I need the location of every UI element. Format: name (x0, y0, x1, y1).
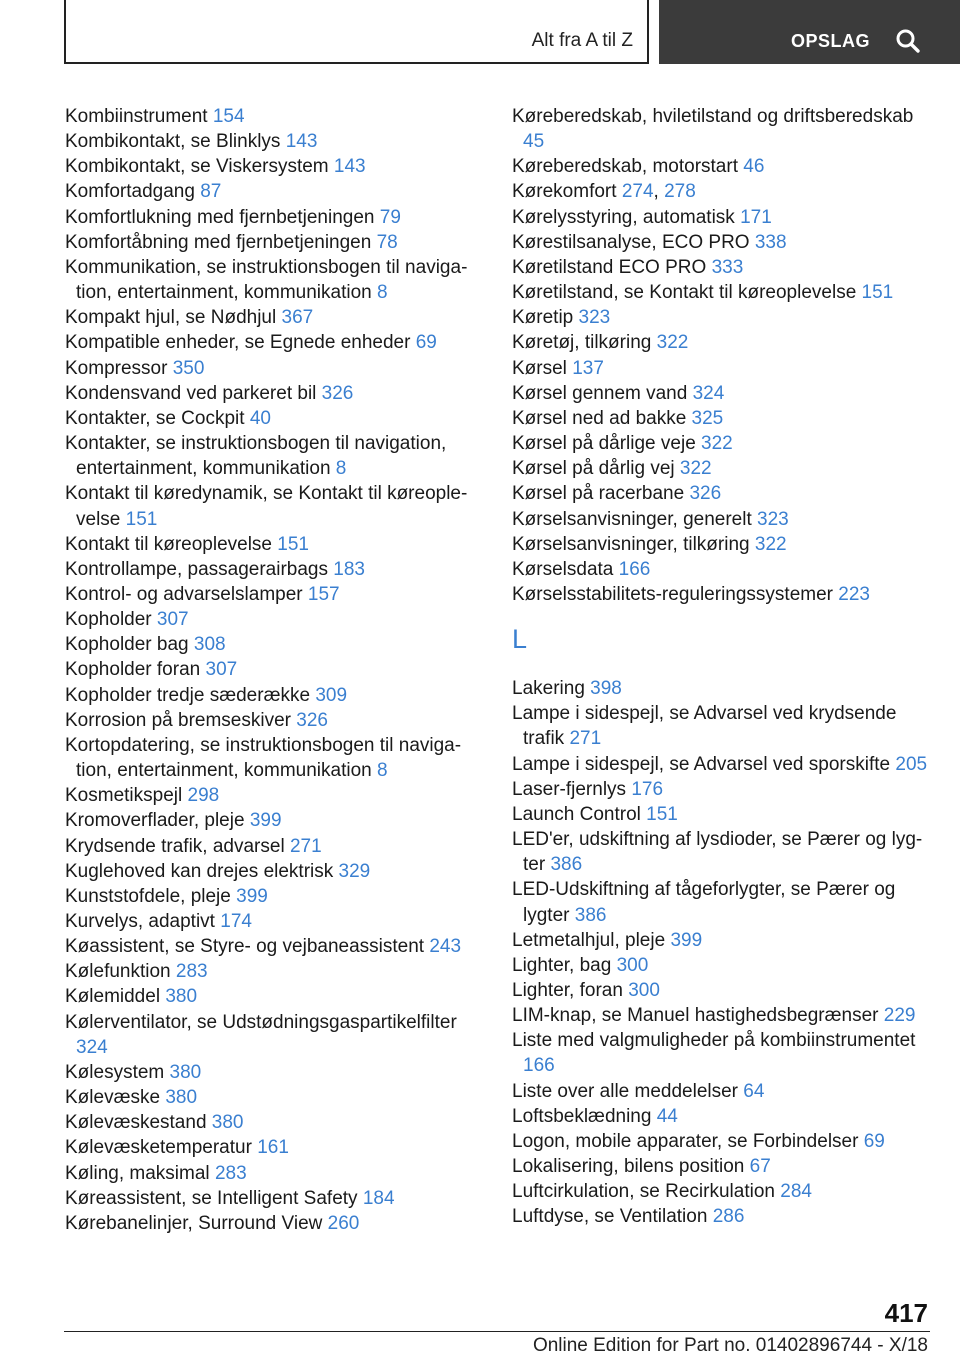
index-entry (512, 877, 932, 927)
index-entry (512, 1003, 932, 1028)
page-link[interactable]: 67 (749, 1156, 771, 1178)
index-term: Køretilstand, se Kontakt til køreoplevelse (512, 282, 857, 304)
page-link[interactable]: 166 (523, 1055, 555, 1077)
index-entry (512, 406, 932, 431)
page-link[interactable]: 223 (838, 583, 870, 605)
index-entry (65, 230, 480, 255)
index-term: Kølevæske (65, 1087, 161, 1109)
index-term: Kørebanelinjer, Surround View (65, 1212, 323, 1234)
index-entry (65, 406, 480, 431)
index-term: Kølevæskestand (65, 1112, 207, 1134)
index-entry (65, 1161, 480, 1186)
index-term: Kontakter, se instruktionsbogen til navigation, entertainment, kommunikation (65, 433, 447, 480)
index-term: Kørselsdata (512, 558, 614, 580)
index-entry (65, 959, 480, 984)
page-link[interactable]: 350 (172, 357, 205, 379)
page-link[interactable]: 307 (205, 659, 238, 681)
index-entry (65, 1085, 480, 1110)
index-term: Kontakt til køredynamik, se Kontakt til køreoplevelse (65, 483, 468, 530)
page-link[interactable]: 322 (701, 433, 733, 455)
page-link[interactable]: 326 (296, 709, 328, 731)
index-term: Kørselsstabilitets-reguleringssystemer (512, 583, 833, 605)
index-entry (512, 280, 932, 305)
index-entry (65, 657, 480, 682)
index-term: Kølesystem (65, 1061, 165, 1083)
page-link[interactable]: 69 (415, 332, 437, 354)
index-entry (65, 582, 480, 607)
page-link[interactable]: 151 (646, 803, 678, 825)
index-entry (512, 1129, 932, 1154)
index-term: Liste med valgmuligheder på kombiinstrumentet (512, 1030, 916, 1052)
index-term: Krydsende trafik, advarsel (65, 835, 285, 857)
page-link[interactable]: 260 (327, 1212, 360, 1234)
index-term: Køretilstand ECO PRO (512, 256, 707, 278)
page-link[interactable]: 271 (569, 728, 602, 750)
index-term: Lighter, bag (512, 954, 612, 976)
index-entry (65, 431, 480, 481)
section-title: Alt fra A til Z (531, 30, 633, 51)
index-entry (512, 381, 932, 406)
page-link[interactable]: 300 (616, 954, 649, 976)
index-term: Kølemiddel (65, 986, 161, 1008)
index-term: Køling, maksimal (65, 1162, 210, 1184)
index-term: Kørestilsanalyse, ECO PRO (512, 231, 750, 253)
page-link[interactable]: 322 (656, 332, 689, 354)
index-term: Lampe i sidespejl, se Advarsel ved krydsende trafik (512, 703, 897, 750)
index-entry (65, 129, 480, 154)
page-link[interactable]: 171 (740, 206, 772, 228)
index-entry (65, 305, 480, 330)
index-term: Kompakt hjul, se Nødhjul (65, 307, 277, 329)
page-link[interactable]: 380 (165, 986, 198, 1008)
index-entry (65, 1135, 480, 1160)
index-column-right (512, 104, 932, 1230)
page-link[interactable]: 183 (333, 558, 365, 580)
index-entry (65, 808, 480, 833)
page-link[interactable]: 271 (289, 835, 322, 857)
page-link[interactable]: 157 (307, 583, 340, 605)
index-entry (65, 934, 480, 959)
index-entry (65, 984, 480, 1009)
page-link[interactable]: 184 (362, 1187, 395, 1209)
index-entry (512, 1154, 932, 1179)
page-link[interactable]: 326 (321, 382, 354, 404)
page-link[interactable]: 87 (200, 181, 222, 203)
index-entry (512, 255, 932, 280)
page-link[interactable]: 380 (211, 1112, 244, 1134)
index-term: Kørsel på racerbane (512, 483, 685, 505)
page-link[interactable]: 8 (335, 458, 347, 480)
index-entry (65, 1110, 480, 1135)
index-term: Lokalisering, bilens position (512, 1156, 745, 1178)
index-term: Kromoverflader, pleje (65, 810, 245, 832)
index-term: Kørsel (512, 357, 567, 379)
page-link[interactable]: 151 (277, 533, 309, 555)
page-link[interactable]: 274 (621, 181, 654, 203)
index-term: Liste over alle meddelelser (512, 1080, 739, 1102)
index-entry (65, 909, 480, 934)
page-link[interactable]: 283 (214, 1162, 247, 1184)
index-entry (65, 330, 480, 355)
index-term: Køretøj, tilkøring (512, 332, 652, 354)
index-term: Kørselsanvisninger, tilkøring (512, 533, 750, 555)
index-entry (512, 1079, 932, 1104)
index-term: Køretip (512, 307, 574, 329)
page-link[interactable]: 323 (757, 508, 789, 530)
index-entry (65, 1186, 480, 1211)
index-entry (65, 481, 480, 531)
index-term: Køreassistent, se Intelligent Safety (65, 1187, 358, 1209)
index-term: Kopholder bag (65, 634, 189, 656)
page-link[interactable]: 324 (692, 382, 725, 404)
index-entry (65, 356, 480, 381)
index-entry (512, 1179, 932, 1204)
index-entry (512, 928, 932, 953)
index-term: Kontrol- og advarselslamper (65, 583, 303, 605)
index-term: LED'er, udskiftning af lysdioder, se Pærer og lygter (512, 829, 923, 876)
index-entry (65, 733, 480, 783)
page-link[interactable]: 329 (338, 860, 371, 882)
index-entry (512, 827, 932, 877)
page-link[interactable]: 229 (883, 1005, 916, 1027)
index-entry (512, 557, 932, 582)
index-entry (65, 783, 480, 808)
page-link[interactable]: 308 (193, 634, 226, 656)
page-link[interactable]: 79 (379, 206, 401, 228)
index-entry (512, 701, 932, 751)
footer-divider (64, 1331, 930, 1332)
index-entry (65, 205, 480, 230)
index-term: LED-Udskiftning af tågeforlygter, se Pærer og lygter (512, 879, 896, 926)
index-term: Komfortåbning med fjernbetjeningen (65, 231, 372, 253)
index-group-l (512, 676, 932, 1229)
index-term: Kørsel på dårlige veje (512, 433, 696, 455)
index-term: Kontakter, se Cockpit (65, 407, 245, 429)
index-entry (512, 356, 932, 381)
index-entry (512, 1204, 932, 1229)
page-link[interactable]: 8 (377, 760, 388, 782)
page-link[interactable]: 307 (156, 609, 189, 631)
index-term: Kopholder foran (65, 659, 201, 681)
page-link[interactable]: 154 (212, 106, 245, 127)
index-entry (65, 179, 480, 204)
index-entry (512, 330, 932, 355)
index-entry (65, 557, 480, 582)
index-entry (65, 683, 480, 708)
index-entry (65, 154, 480, 179)
index-term: Kondensvand ved parkeret bil (65, 382, 317, 404)
index-entry (512, 1104, 932, 1129)
index-term: Kombikontakt, se Viskersystem (65, 156, 329, 178)
index-term: Luftcirkulation, se Recirkulation (512, 1181, 775, 1203)
page-link[interactable]: 166 (618, 558, 651, 580)
index-term: Kopholder tredje sæderække (65, 684, 311, 706)
page-link[interactable]: 69 (863, 1130, 885, 1152)
page-link[interactable]: 283 (175, 961, 208, 983)
page-link[interactable]: 398 (590, 678, 622, 700)
page-link[interactable]: 386 (550, 854, 583, 876)
page-link[interactable]: 286 (712, 1206, 745, 1228)
page-link[interactable]: 333 (711, 256, 744, 278)
index-entry (512, 230, 932, 255)
page-number: 417 (884, 1298, 928, 1328)
page-link[interactable]: 143 (285, 131, 318, 153)
index-entry (512, 481, 932, 506)
index-term: Logon, mobile apparater, se Forbindelser (512, 1130, 859, 1152)
index-term: Kørsel gennem vand (512, 382, 688, 404)
page-link[interactable]: 8 (377, 282, 388, 304)
index-entry (65, 104, 480, 129)
page-link[interactable]: 338 (754, 231, 787, 253)
page-link[interactable]: 137 (572, 357, 604, 379)
page-link[interactable]: 243 (429, 936, 462, 958)
page-link[interactable]: 386 (574, 904, 607, 926)
page-link[interactable]: 325 (691, 407, 724, 429)
index-term: Kørsel på dårlig vej (512, 458, 675, 480)
index-term: Kuglehoved kan drejes elektrisk (65, 860, 334, 882)
page-link[interactable]: 143 (333, 156, 366, 178)
index-entry (512, 1028, 932, 1078)
index-entry (512, 104, 932, 154)
index-entry (512, 953, 932, 978)
index-term: Kopholder (65, 609, 152, 631)
index-term: Køreberedskab, motorstart (512, 156, 738, 178)
index-term: Launch Control (512, 803, 641, 825)
page-link[interactable]: 284 (780, 1181, 812, 1203)
index-term: Kosmetikspejl (65, 785, 183, 807)
page-link[interactable]: 309 (315, 684, 348, 706)
page-link[interactable]: 45 (523, 131, 545, 153)
page-link[interactable]: 151 (125, 508, 158, 530)
page-link[interactable]: 367 (281, 307, 314, 329)
section-letter: L (512, 624, 528, 655)
index-term: Køassistent, se Styre- og vejbaneassistent (65, 936, 425, 958)
index-entry (65, 255, 480, 305)
index-term: Køreberedskab, hviletilstand og driftsberedskab (512, 106, 914, 127)
index-entry (512, 507, 932, 532)
index-entry (512, 532, 932, 557)
index-term: Kølevæsketemperatur (65, 1137, 252, 1159)
page-link[interactable]: 298 (187, 785, 220, 807)
index-entry: Kørekomfort 274, 278 (512, 181, 696, 203)
page-link[interactable]: 322 (754, 533, 787, 555)
page-link[interactable]: 323 (578, 307, 611, 329)
page-link[interactable]: 326 (689, 483, 722, 505)
page-link[interactable]: 399 (236, 885, 268, 907)
index-term: Kørselsanvisninger, generelt (512, 508, 752, 530)
index-term: Kompressor (65, 357, 168, 379)
page-link[interactable]: 64 (743, 1080, 765, 1102)
index-entry (512, 431, 932, 456)
page-link[interactable]: 151 (861, 282, 894, 304)
page-link[interactable]: 174 (220, 911, 252, 932)
index-term: Laser-fjernlys (512, 778, 627, 800)
index-column-left (65, 104, 480, 1236)
index-term: Komfortlukning med fjernbetjeningen (65, 206, 375, 228)
index-term: Kørelysstyring, automatisk (512, 206, 735, 228)
index-entry (65, 708, 480, 733)
index-entry (512, 777, 932, 802)
index-entry (65, 884, 480, 909)
lookup-label: OPSLAG (791, 31, 871, 51)
index-entry (65, 1211, 480, 1236)
index-entry (512, 582, 932, 607)
index-entry (512, 205, 932, 230)
index-entry (512, 978, 932, 1003)
index-entry (65, 1060, 480, 1085)
page-link[interactable]: 322 (679, 458, 712, 480)
index-group-k (512, 104, 932, 607)
index-entry (512, 154, 932, 179)
index-entry (65, 834, 480, 859)
index-term: Kombiinstrument (65, 106, 208, 127)
index-term: Kølefunktion (65, 961, 171, 983)
page-link[interactable]: 40 (249, 407, 271, 429)
index-term: Luftdyse, se Ventilation (512, 1206, 708, 1228)
index-entry (65, 607, 480, 632)
index-entry (512, 802, 932, 827)
search-icon (895, 28, 921, 54)
index-term: Loftsbeklædning (512, 1105, 652, 1127)
page-link[interactable]: 44 (656, 1105, 678, 1127)
index-term: LIM-knap, se Manuel hastighedsbegrænser (512, 1005, 879, 1027)
index-term: Kølerventilator, se Udstødningsgaspartikelfilter (65, 1011, 457, 1033)
index-term: Kompatible enheder, se Egnede enheder (65, 332, 411, 354)
index-term: Kurvelys, adaptivt (65, 911, 215, 932)
index-term: Korrosion på bremseskiver (65, 709, 291, 731)
page-link[interactable]: 324 (76, 1036, 108, 1058)
index-entry (65, 1010, 480, 1060)
section-tab (64, 0, 649, 64)
page-link[interactable]: 399 (670, 929, 703, 951)
index-term: Kørsel ned ad bakke (512, 407, 687, 429)
index-entry (512, 305, 932, 330)
page-link[interactable]: 380 (169, 1061, 202, 1083)
index-entry (65, 381, 480, 406)
page-link[interactable]: 380 (165, 1087, 198, 1109)
index-entry (65, 532, 480, 557)
index-entry (65, 632, 480, 657)
index-term: Komfortadgang (65, 181, 195, 203)
index-entry (512, 456, 932, 481)
index-term: Kørekomfort (512, 181, 617, 203)
page-link[interactable]: 161 (257, 1137, 289, 1159)
index-entry (65, 859, 480, 884)
index-term: Lighter, foran (512, 980, 623, 1001)
index-term: Kunststofdele, pleje (65, 885, 231, 907)
index-term: Kommunikation, se instruktionsbogen til navigation, entertainment, kommunikation (65, 256, 468, 304)
page-link[interactable]: 300 (628, 980, 660, 1001)
index-term: Kontakt til køreoplevelse (65, 533, 272, 555)
lookup-tab[interactable] (659, 0, 960, 64)
index-term: Lakering (512, 678, 585, 700)
page-link[interactable]: 278 (664, 181, 696, 203)
page-link[interactable]: 176 (631, 778, 664, 800)
index-entry (512, 752, 932, 777)
page-link[interactable]: 399 (249, 810, 282, 832)
index-entry (512, 676, 932, 701)
index-term: Kontrollampe, passagerairbags (65, 558, 328, 580)
page-link[interactable]: 205 (895, 753, 928, 775)
index-term: Kombikontakt, se Blinklys (65, 131, 281, 153)
page-link[interactable]: 78 (376, 231, 398, 253)
page-link[interactable]: 46 (743, 156, 765, 178)
edition-note: Online Edition for Part no. 01402896744 - X/18 (532, 1335, 928, 1356)
index-term: Kortopdatering, se instruktionsbogen til navigation, entertainment, kommunikation (65, 734, 462, 782)
index-term: Lampe i sidespejl, se Advarsel ved sporskifte (512, 753, 891, 775)
index-term: Letmetalhjul, pleje (512, 929, 666, 951)
